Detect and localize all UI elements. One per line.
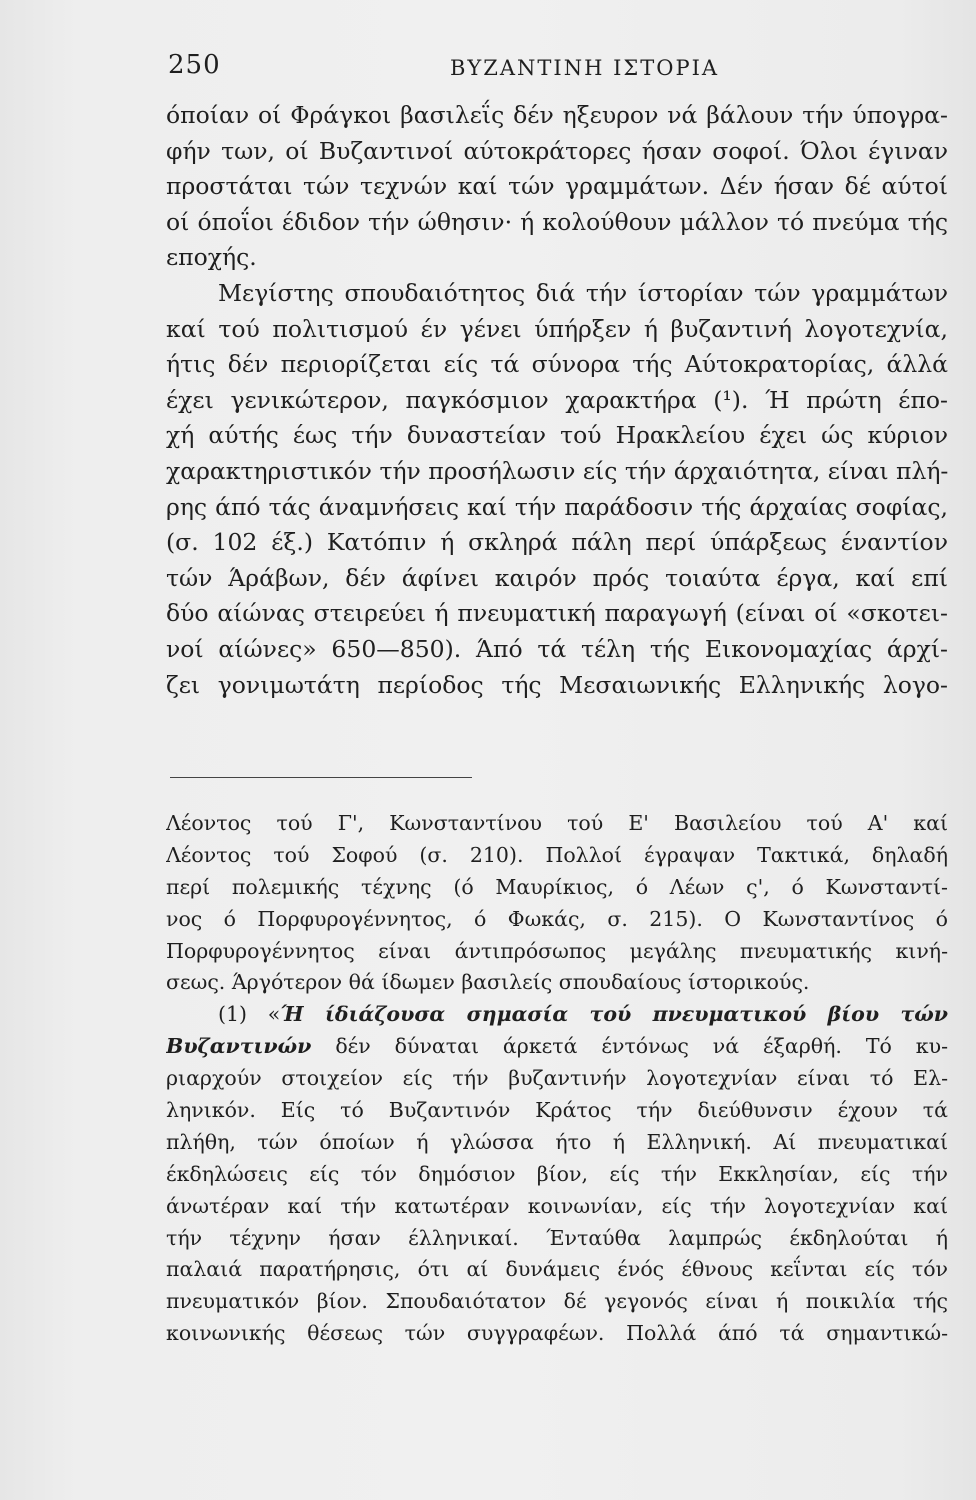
- footnote-line: Πορφυρογέννητος είναι άντιπρόσωπος μεγάλης πνευματικής κινή-: [166, 938, 948, 963]
- open-quote: «: [267, 1002, 281, 1027]
- footnote-line: έκδηλώσεις είς τόν δημόσιον βίον, είς τήν Εκκλησίαν, είς τήν: [166, 1161, 948, 1186]
- footnote-marker: (1): [218, 1002, 248, 1027]
- text-line: δύο αίώνας στειρεύει ή πνευματική παραγωγή (είναι οί «σκοτει-: [166, 599, 948, 628]
- main-text: [166, 98, 948, 703]
- text-line: εποχής.: [166, 243, 257, 272]
- text-line: χή αύτής έως τήν δυναστείαν τού Ηρακλείου έχει ώς κύριον: [166, 421, 948, 450]
- footnote-text: δέν δύναται άρκετά έντόνως νά έξαρθή. Τό κυ-: [335, 1034, 948, 1059]
- footnote-line: Λέοντος τού Γ', Κωνσταντίνου τού Ε' Βασιλείου τού Α' καί: [166, 811, 948, 835]
- footnote-emphasis: Βυζαντινών: [166, 1034, 312, 1059]
- text-line: οί όποΐοι έδιδον τήν ώθησιν· ή κολούθουν μάλλον τό πνεύμα τής: [166, 207, 948, 236]
- text-line: όποίαν οί Φράγκοι βασιλεΐς δέν ηξευρον νά βάλουν τήν ύπογρα-: [166, 101, 948, 129]
- footnote-line: ληνικόν. Είς τό Βυζαντινόν Κράτος τήν διεύθυνσιν έχουν τά: [166, 1098, 948, 1123]
- page-header: [168, 50, 936, 90]
- text-line: ζει γονιμωτάτη περίοδος τής Μεσαιωνικής Ελληνικής λογο-: [166, 670, 948, 699]
- text-line: Μεγίστης σπουδαιότητος διά τήν ίστορίαν τών γραμμάτων: [218, 278, 948, 307]
- footnote-line: [166, 1031, 948, 1063]
- text-line: καί τού πολιτισμού έν γένει ύπήρξεν ή βυζαντινή λογοτεχνία,: [166, 314, 948, 343]
- text-line: (σ. 102 έξ.) Κατόπιν ή σκληρά πάλη περί ύπάρξεως έναντίον: [166, 528, 948, 557]
- text-line: φήν των, οί Βυζαντινοί αύτοκράτορες ήσαν σοφοί. Όλοι έγιναν: [166, 136, 948, 165]
- footnote-line: Λέοντος τού Σοφού (σ. 210). Πολλοί έγραψαν Τακτικά, δηλαδή: [166, 842, 948, 867]
- text-line: ρης άπό τάς άναμνήσεις καί τήν παράδοσιν τής άρχαίας σοφίας,: [166, 492, 948, 521]
- footnote-emphasis: Ή ίδιάζουσα σημασία τού πνευματικού βίου τών: [280, 1002, 948, 1027]
- footnote-line: ριαρχούν στοιχείον είς τήν βυζαντινήν λογοτεχνίαν είναι τό Ελ-: [166, 1066, 948, 1091]
- footnotes: [166, 808, 948, 1350]
- running-title: ΒΥΖΑΝΤΙΝΗ ΙΣΤΟΡΙΑ: [450, 56, 720, 80]
- footnote-line: πλήθη, τών όποίων ή γλώσσα ήτο ή Ελληνική. Αί πνευματικαί: [166, 1129, 948, 1154]
- text-line: τών Άράβων, δέν άφίνει καιρόν πρός τοιαύτα έργα, καί επί: [166, 563, 948, 592]
- footnote-line: κοινωνικής θέσεως τών συγγραφέων. Πολλά άπό τά σημαντικώ-: [166, 1321, 948, 1346]
- text-line: έχει γενικώτερον, παγκόσμιον χαρακτήρα (¹). Ή πρώτη έπο-: [166, 385, 948, 414]
- footnote-line: πνευματικόν βίον. Σπουδαιότατον δέ γεγονός είναι ή ποικιλία τής: [166, 1289, 948, 1314]
- footnote-1-first-line: [166, 999, 948, 1031]
- footnote-line: παλαιά παρατήρησις, ότι αί δυνάμεις ένός έθνους κεΐνται είς τόν: [166, 1257, 948, 1282]
- footnote-line: περί πολεμικής τέχνης (ό Μαυρίκιος, ό Λέων ς', ό Κωνσταντί-: [166, 874, 948, 899]
- footnote-separator: [170, 777, 472, 778]
- footnote-line: άνωτέραν καί τήν κατωτέραν κοινωνίαν, είς τήν λογοτεχνίαν καί: [166, 1193, 948, 1218]
- text-line: νοί αίώνες» 650—850). Άπό τά τέλη τής Εικονομαχίας άρχί-: [166, 634, 948, 663]
- text-line: ήτις δέν περιορίζεται είς τά σύνορα τής Αύτοκρατορίας, άλλά: [166, 350, 948, 379]
- footnote-line: σεως. Άργότερον θά ίδωμεν βασιλείς σπουδαίους ίστορικούς.: [166, 970, 810, 995]
- page-number: 250: [168, 50, 221, 80]
- text-line: χαρακτηριστικόν τήν προσήλωσιν είς τήν άρχαιότητα, είναι πλή-: [166, 456, 948, 485]
- footnote-line: νος ό Πορφυρογέννητος, ό Φωκάς, σ. 215). Ο Κωνσταντίνος ό: [166, 906, 948, 931]
- text-line: προστάται τών τεχνών καί τών γραμμάτων. Δέν ήσαν δέ αύτοί: [166, 172, 948, 201]
- footnote-line: τήν τέχνην ήσαν έλληνικαί. Ένταύθα λαμπρώς έκδηλούται ή: [166, 1225, 948, 1250]
